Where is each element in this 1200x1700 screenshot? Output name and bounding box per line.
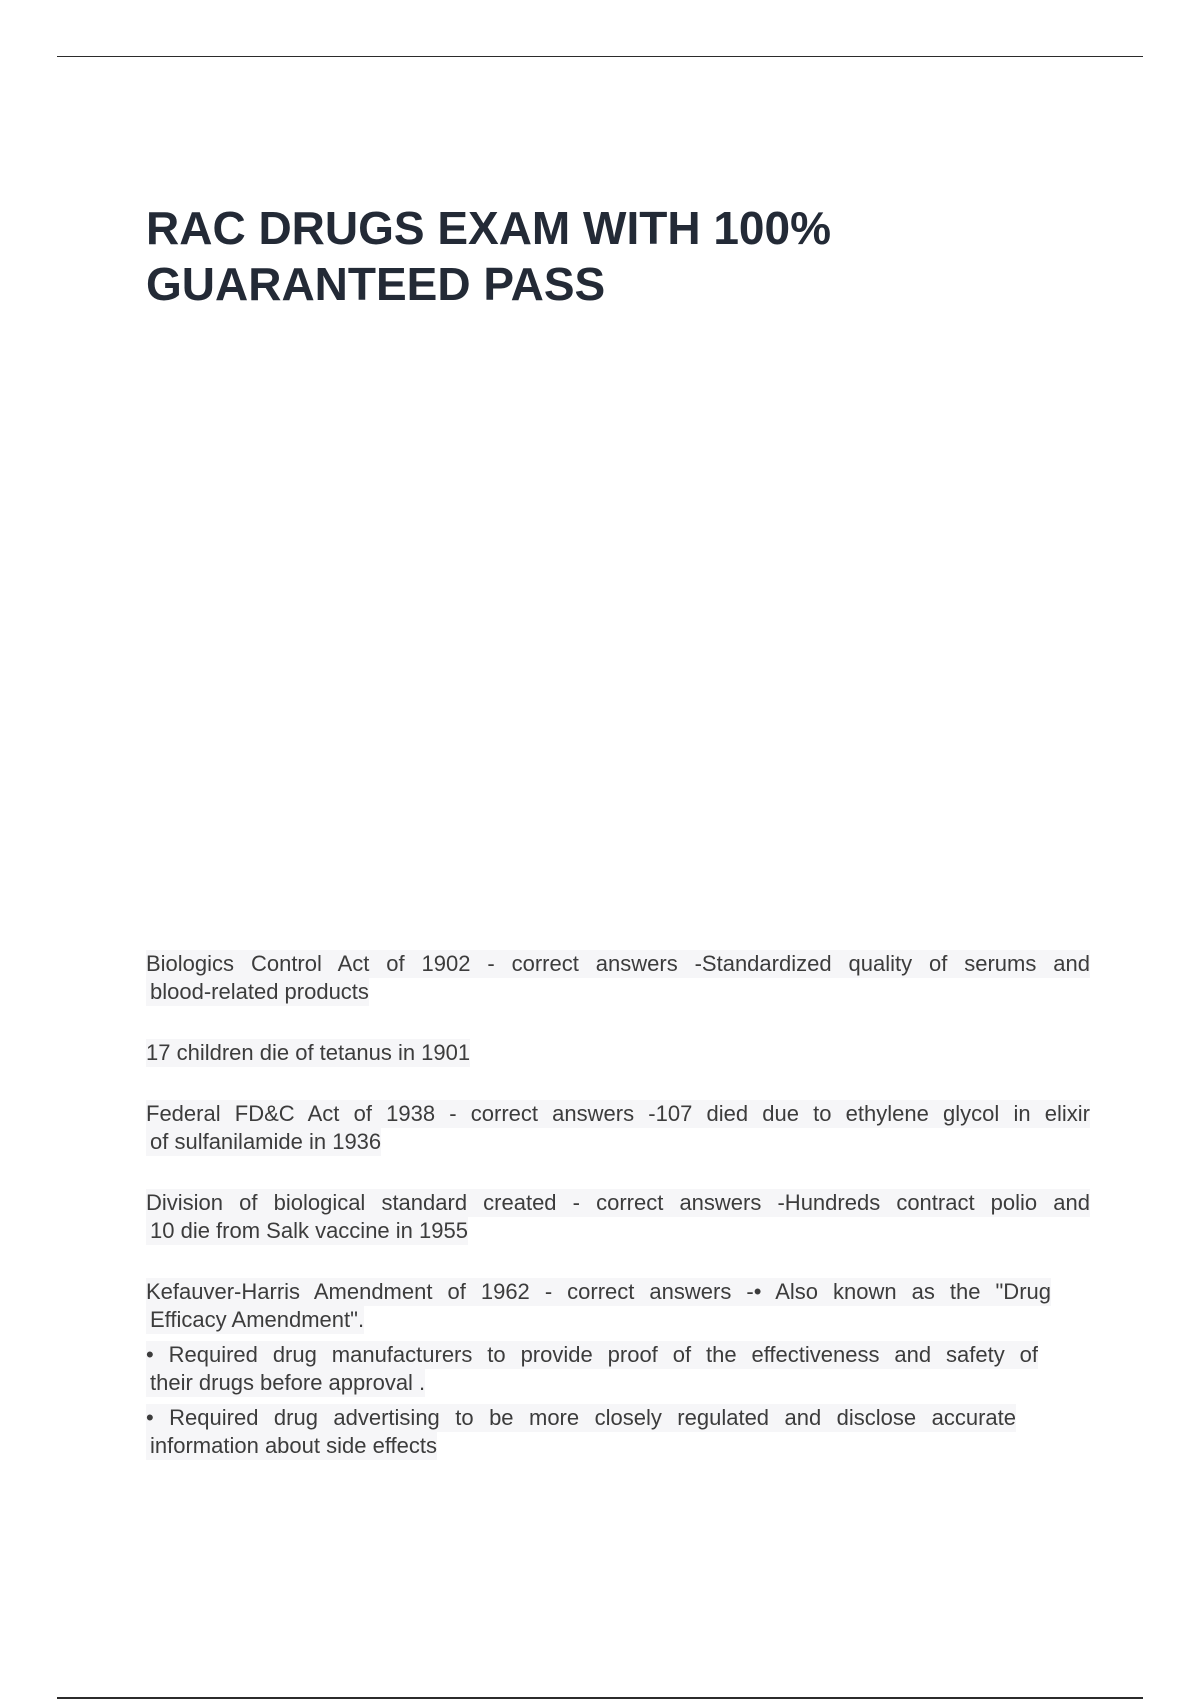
qa-item [146,1278,1090,1467]
qa-line: Efficacy Amendment". [146,1306,364,1334]
qa-line: information about side effects [146,1432,437,1460]
qa-list [146,950,1090,1493]
qa-line: Biologics Control Act of 1902 - correct answers -Standardized quality of serums and [146,951,1090,976]
bottom-rule [57,1697,1143,1699]
document-title [146,200,1096,312]
qa-line: Federal FD&C Act of 1938 - correct answers -107 died due to ethylene glycol in elixir [146,1101,1090,1126]
qa-line: 17 children die of tetanus in 1901 [146,1040,471,1065]
qa-line: their drugs before approval . [146,1369,425,1397]
title-line: GUARANTEED PASS [146,258,606,310]
qa-line: of sulfanilamide in 1936 [146,1128,381,1156]
top-rule [57,56,1143,57]
qa-item [146,950,1090,1013]
title-line: RAC DRUGS EXAM WITH 100% [146,202,831,254]
qa-line: blood-related products [146,978,369,1006]
qa-line: Division of biological standard created - correct answers -Hundreds contract polio and [146,1190,1090,1215]
qa-line: • Required drug manufacturers to provide proof of the effectiveness and safety of [146,1342,1038,1367]
qa-line: • Required drug advertising to be more closely regulated and disclose accurate [146,1405,1016,1430]
qa-item [146,1039,1090,1074]
qa-line: Kefauver-Harris Amendment of 1962 - correct answers -• Also known as the "Drug [146,1279,1051,1304]
qa-item [146,1100,1090,1163]
qa-item [146,1189,1090,1252]
qa-line: 10 die from Salk vaccine in 1955 [146,1217,468,1245]
